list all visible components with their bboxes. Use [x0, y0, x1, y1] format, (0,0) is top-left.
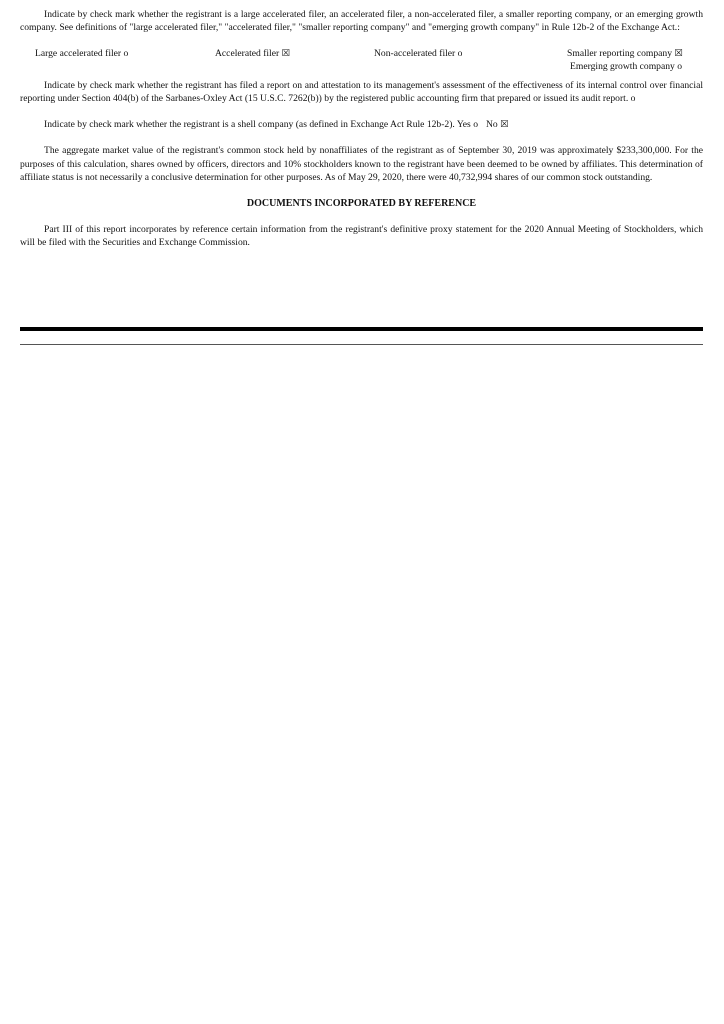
- thick-divider: [20, 327, 703, 331]
- emerging-growth-company-option: Emerging growth company o: [570, 60, 682, 72]
- document-page: [20, 8, 703, 249]
- part-iii-paragraph: Part III of this report incorporates by reference certain information from the registrant's definitive proxy statement for the 2020 Annual Meeting of Stockholders, which will be filed with the Securities and Exchange Commission.: [20, 223, 703, 248]
- smaller-reporting-company-option: Smaller reporting company ☒: [567, 47, 683, 59]
- documents-incorporated-heading: DOCUMENTS INCORPORATED BY REFERENCE: [246, 198, 477, 210]
- filer-options-row: [20, 47, 703, 75]
- shell-company-paragraph: [20, 118, 703, 131]
- thin-divider: [20, 344, 703, 345]
- shell-company-no-option: No ☒: [486, 119, 509, 131]
- accelerated-filer-option: Accelerated filer ☒: [215, 47, 291, 59]
- filer-status-paragraph: Indicate by check mark whether the registrant is a large accelerated filer, an accelerated filer, a non-accelerated filer, a smaller reporting company, or an emerging growth company. See definitions of "large accelerated filer," "accelerated filer," "smaller reporting company" and "emerging growth company" in Rule 12b-2 of the Exchange Act.:: [20, 9, 703, 34]
- large-accelerated-filer-option: Large accelerated filer o: [35, 47, 129, 59]
- internal-control-paragraph: Indicate by check mark whether the registrant has filed a report on and attestation to its management's assessment of the effectiveness of its internal control over financial reporting under Section 404(b) of the Sarbanes-Oxley Act (15 U.S.C. 7262(b)) by the registered public accounting firm that prepared or issued its audit report. o: [20, 79, 703, 104]
- non-accelerated-filer-option: Non-accelerated filer o: [374, 47, 463, 59]
- market-value-paragraph: The aggregate market value of the registrant's common stock held by nonaffiliates of the registrant as of September 30, 2019 was approximately $233,300,000. For the purposes of this calculation, shares owned by officers, directors and 10% stockholders known to the registrant have been deemed to be owned by affiliates. This determination of affiliate status is not necessarily a conclusive determination for other purposes. As of May 29, 2020, there were 40,732,994 shares of our common stock outstanding.: [20, 145, 703, 184]
- shell-company-text: Indicate by check mark whether the registrant is a shell company (as defined in Exchange Act Rule 12b-2). Yes o: [44, 119, 478, 131]
